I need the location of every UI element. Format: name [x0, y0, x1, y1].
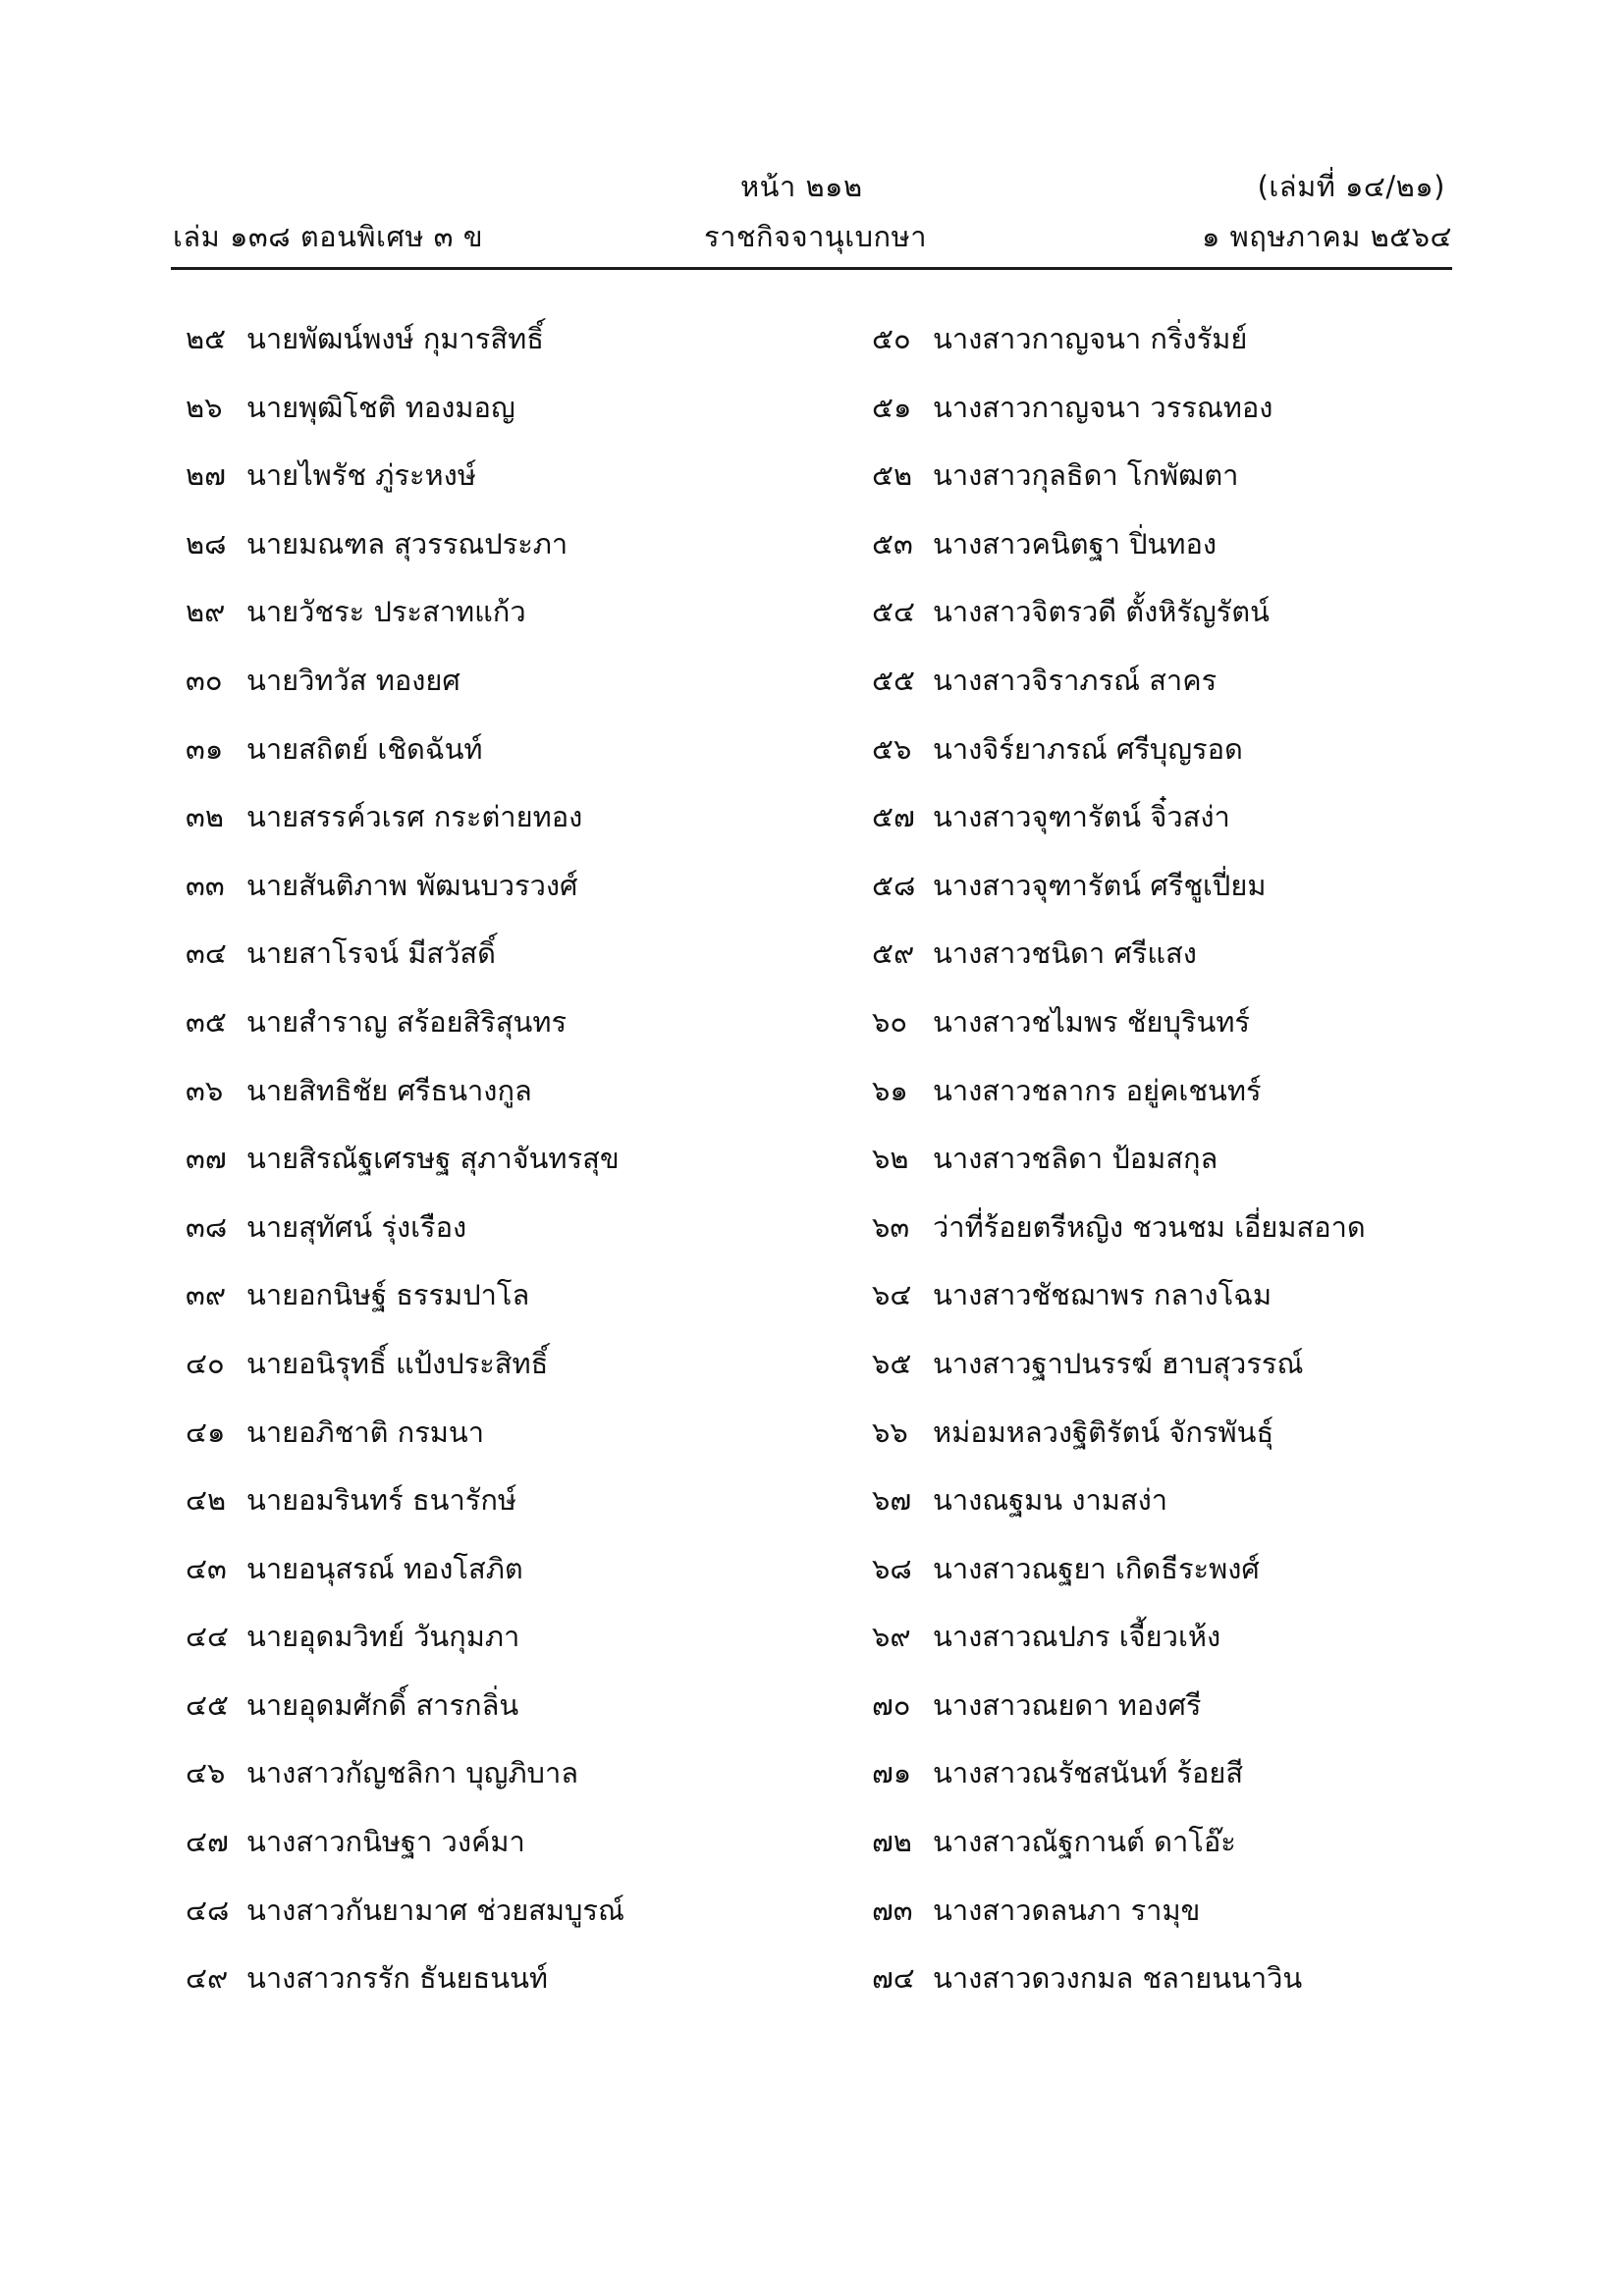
list-item	[186, 1886, 814, 1954]
person-name: นายสุทัศน์ รุ่งเรือง	[246, 1209, 467, 1244]
item-number: ๕๕	[872, 663, 915, 697]
person-name: นางสาวคนิตฐา ปิ่นทอง	[933, 526, 1218, 561]
person-name: ว่าที่ร้อยตรีหญิง ชวนชม เอี่ยมสอาด	[933, 1209, 1366, 1244]
person-name: นายสิทธิชัย ศรีธนางกูล	[246, 1073, 532, 1107]
list-item	[186, 656, 814, 724]
person-name: นางสาวณัฐกานต์ ดาโอ๊ะ	[933, 1825, 1236, 1859]
item-number: ๓๒	[186, 800, 224, 834]
list-item	[186, 1612, 814, 1681]
list-item	[872, 587, 1461, 656]
list-item	[186, 792, 814, 861]
item-number: ๗๔	[872, 1961, 915, 1996]
person-name: นายสาโรจน์ มีสวัสดิ์	[246, 936, 496, 971]
list-item	[186, 997, 814, 1066]
list-item	[186, 1270, 814, 1339]
person-name: นายอนิรุทธิ์ แป้งประสิทธิ์	[246, 1346, 549, 1380]
person-name: นางสาวจุฑารัตน์ ศรีชูเปี่ยม	[933, 868, 1267, 902]
item-number: ๒๗	[186, 458, 226, 493]
item-number: ๔๑	[186, 1415, 226, 1449]
person-name: นางสาวจิราภรณ์ สาคร	[933, 663, 1218, 697]
item-number: ๗๑	[872, 1756, 912, 1790]
item-number: ๔๓	[186, 1551, 227, 1585]
item-number: ๓๗	[186, 1142, 227, 1176]
list-item	[186, 1817, 814, 1886]
list-item	[872, 1612, 1461, 1681]
item-number: ๖๒	[872, 1142, 909, 1176]
item-number: ๕๑	[872, 390, 912, 424]
item-number: ๗๓	[872, 1893, 913, 1927]
item-number: ๕๓	[872, 526, 913, 561]
person-name: นางสาวชไมพร ชัยบุรินทร์	[933, 1004, 1251, 1039]
item-number: ๕๘	[872, 868, 916, 902]
person-name: นางสาวกุลธิดา โกพัฒตา	[933, 458, 1239, 493]
person-name: นายวัชระ ประสาทแก้ว	[246, 595, 526, 629]
item-number: ๕๗	[872, 800, 915, 834]
person-name: นายสถิตย์ เชิดฉันท์	[246, 731, 483, 766]
person-name: นางสาวณฐยา เกิดธีระพงศ์	[933, 1551, 1260, 1585]
list-item	[186, 1339, 814, 1408]
list-item	[186, 724, 814, 793]
item-number: ๓๖	[186, 1073, 224, 1107]
list-item	[872, 1270, 1461, 1339]
list-item	[186, 1544, 814, 1613]
person-name: นางสาวกรรัก ธันยธนนท์	[246, 1961, 549, 1996]
list-item	[186, 314, 814, 383]
list-item	[872, 519, 1461, 588]
list-item	[872, 1681, 1461, 1749]
item-number: ๗๐	[872, 1687, 911, 1722]
person-name: นายมณฑล สุวรรณประภา	[246, 526, 568, 561]
person-name: นางสาวชนิดา ศรีแสง	[933, 936, 1197, 971]
item-number: ๓๙	[186, 1278, 227, 1312]
page-number: หน้า ๒๑๒	[740, 170, 863, 203]
item-number: ๗๒	[872, 1825, 912, 1859]
item-number: ๒๙	[186, 595, 226, 629]
item-number: ๓๔	[186, 936, 227, 971]
item-number: ๕๒	[872, 458, 913, 493]
list-item	[186, 519, 814, 588]
person-name: นางสาวกาญจนา วรรณทอง	[933, 390, 1273, 424]
list-item	[186, 1475, 814, 1544]
list-item	[186, 383, 814, 452]
item-number: ๖๘	[872, 1551, 912, 1585]
person-name: นายวิทวัส ทองยศ	[246, 663, 460, 697]
list-item	[186, 1134, 814, 1202]
list-item	[186, 1408, 814, 1476]
list-item	[872, 383, 1461, 452]
list-item	[872, 451, 1461, 519]
person-name: นายสิรณัฐเศรษฐ สุภาจันทรสุข	[246, 1142, 620, 1176]
person-name: นายสันติภาพ พัฒนบวรวงศ์	[246, 868, 578, 902]
person-name: นางสาวณรัชสนันท์ ร้อยสี	[933, 1756, 1244, 1790]
list-item	[186, 1202, 814, 1271]
list-item	[872, 314, 1461, 383]
list-item	[872, 1748, 1461, 1817]
list-item	[872, 1202, 1461, 1271]
item-number: ๓๕	[186, 1004, 227, 1039]
list-item	[186, 1748, 814, 1817]
list-item	[872, 929, 1461, 997]
list-item	[872, 1066, 1461, 1135]
item-number: ๓๘	[186, 1209, 228, 1244]
item-number: ๒๕	[186, 322, 227, 355]
item-number: ๓๑	[186, 731, 224, 766]
volume-note: (เล่มที่ ๑๔/๒๑)	[1257, 170, 1445, 203]
person-name: นางสาวชัชฌาพร กลางโฉม	[933, 1278, 1272, 1312]
item-number: ๔๕	[186, 1687, 229, 1722]
person-name: นายพุฒิโชติ ทองมอญ	[246, 390, 515, 424]
list-item	[872, 1339, 1461, 1408]
list-item	[872, 1408, 1461, 1476]
item-number: ๖๙	[872, 1620, 911, 1654]
person-name: นางสาวชลากร อยู่คเชนทร์	[933, 1073, 1262, 1107]
list-item	[186, 587, 814, 656]
publication-date: ๑ พฤษภาคม ๒๕๖๔	[1202, 220, 1452, 253]
person-name: นายอุดมวิทย์ วันกุมภา	[246, 1620, 520, 1654]
person-name: นางณฐมน งามสง่า	[933, 1483, 1168, 1518]
item-number: ๔๙	[186, 1961, 229, 1996]
item-number: ๔๘	[186, 1893, 230, 1927]
person-name: นางสาวฐาปนรรฆ์ ฮาบสุวรรณ์	[933, 1346, 1304, 1380]
person-name: นางสาวจิตรวดี ตั้งหิรัญรัตน์	[933, 595, 1270, 629]
item-number: ๔๖	[186, 1756, 226, 1790]
person-name: นางจิร์ยาภรณ์ ศรีบุญรอด	[933, 731, 1243, 766]
item-number: ๔๗	[186, 1825, 229, 1859]
item-number: ๖๑	[872, 1073, 908, 1107]
person-name: นายอภิชาติ กรมนา	[246, 1415, 485, 1449]
person-name: นายสำราญ สร้อยสิริสุนทร	[246, 1004, 568, 1039]
list-item	[872, 1886, 1461, 1954]
list-item	[872, 997, 1461, 1066]
item-number: ๖๓	[872, 1209, 910, 1244]
item-number: ๖๕	[872, 1346, 912, 1380]
list-item	[186, 861, 814, 930]
list-item	[186, 1953, 814, 2022]
name-list-left	[186, 314, 814, 2022]
list-item	[872, 1817, 1461, 1886]
person-name: นางสาวจุฑารัตน์ จิ๋วสง่า	[933, 800, 1230, 834]
item-number: ๒๖	[186, 390, 223, 424]
person-name: นางสาวณปภร เจี้ยวเห้ง	[933, 1620, 1221, 1654]
list-item	[872, 1134, 1461, 1202]
list-item	[872, 861, 1461, 930]
gazette-title: ราชกิจจานุเบกษา	[704, 220, 927, 253]
person-name: นางสาวกันยามาศ ช่วยสมบูรณ์	[246, 1893, 624, 1927]
person-name: นายไพรัช ภู่ระหงษ์	[246, 458, 476, 493]
person-name: นางสาวกนิษฐา วงค์มา	[246, 1825, 525, 1859]
person-name: นางสาวณยดา ทองศรี	[933, 1687, 1202, 1722]
person-name: หม่อมหลวงฐิติรัตน์ จักรพันธุ์	[933, 1415, 1274, 1449]
person-name: นางสาวกัญชลิกา บุญภิบาล	[246, 1756, 579, 1790]
list-item	[872, 792, 1461, 861]
item-number: ๖๔	[872, 1278, 912, 1312]
person-name: นายอนุสรณ์ ทองโสภิต	[246, 1551, 523, 1585]
item-number: ๒๘	[186, 526, 227, 561]
list-item	[872, 1475, 1461, 1544]
item-number: ๖๖	[872, 1415, 908, 1449]
list-item	[872, 724, 1461, 793]
item-number: ๖๗	[872, 1483, 912, 1518]
item-number: ๓๓	[186, 868, 225, 902]
person-name: นายสรรค์วเรศ กระต่ายทอง	[246, 800, 583, 834]
list-item	[186, 1066, 814, 1135]
list-item	[186, 451, 814, 519]
list-item	[872, 1544, 1461, 1613]
person-name: นางสาวดลนภา รามุข	[933, 1893, 1201, 1927]
item-number: ๖๐	[872, 1004, 908, 1039]
person-name: นายอมรินทร์ ธนารักษ์	[246, 1483, 517, 1518]
person-name: นายอุดมศักดิ์ สารกลิ่น	[246, 1687, 519, 1722]
name-list-right	[872, 314, 1461, 2022]
header-divider	[171, 267, 1452, 270]
item-number: ๕๙	[872, 936, 915, 971]
person-name: นายอกนิษฐ์ ธรรมปาโล	[246, 1278, 530, 1312]
list-item	[186, 929, 814, 997]
volume-issue: เล่ม ๑๓๘ ตอนพิเศษ ๓ ข	[173, 220, 484, 253]
person-name: นางสาวชลิดา ป้อมสกุล	[933, 1142, 1218, 1176]
person-name: นายพัฒน์พงษ์ กุมารสิทธิ์	[246, 322, 544, 355]
person-name: นางสาวดวงกมล ชลายนนาวิน	[933, 1961, 1303, 1996]
item-number: ๔๒	[186, 1483, 227, 1518]
item-number: ๓๐	[186, 663, 223, 697]
item-number: ๕๐	[872, 322, 911, 355]
item-number: ๔๔	[186, 1620, 229, 1654]
list-item	[872, 1953, 1461, 2022]
list-item	[186, 1681, 814, 1749]
list-item	[872, 656, 1461, 724]
item-number: ๔๐	[186, 1346, 225, 1380]
item-number: ๕๔	[872, 595, 915, 629]
item-number: ๕๖	[872, 731, 912, 766]
person-name: นางสาวกาญจนา กริ่งรัมย์	[933, 322, 1248, 355]
